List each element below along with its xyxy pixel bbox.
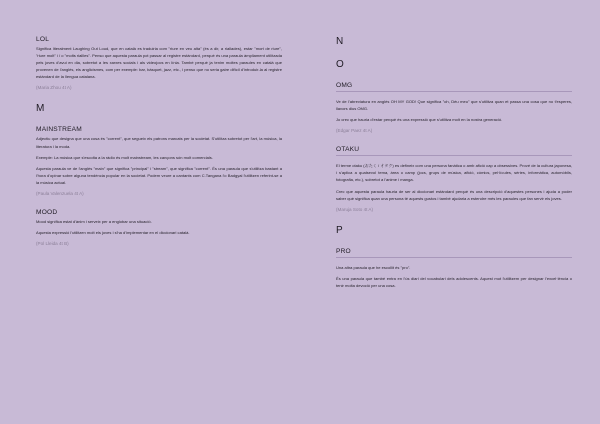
section-letter-m: M [36,103,45,115]
entry-term: LOL [36,36,50,43]
left-column [36,36,282,259]
divider [336,91,572,92]
entry-lol [36,36,282,90]
entry-mood [36,209,282,246]
section-letter-n: N [336,36,344,47]
section-letter-p: P [336,224,343,236]
entry-author: (Maruja Soto 4t A) [336,206,374,212]
entry-term: OTAKU [336,146,360,154]
entry-paragraph: Ve de l'abreviatura en anglès OH MY GOD! Que significa "oh, Déu meu" que s'utilitza quan et passa una cosa que no t'esperes, llavors dius OMG. [336,99,572,112]
entry-paragraph: Una altra paraula que he escollit és "pro". [336,264,411,270]
entry-paragraph: Exemple: La música que s'escolta a la ràdio és molt mainstream, les cançons són molt comercials. [36,154,213,160]
entry-term: MAINSTREAM [36,126,82,134]
entry-paragraph: Significa literalment Laughing Out Loud, que en català es traduiria com "riure en veu alta" (és a dir, a riallades), estar "mort de riure", "riure molt" i / o "molts riallles". Penso que aquesta paraula pot passar al registre estàndard, perquè és una paraula àmpliament utilitzada pels joves d'avui en dia, sobretot a les xarxes socials i als videojocs en línia. També perquè ja tenim moltes paraules en català que provenen de l'anglès, els anglicismes, com per exemple: bar, bàsquet, jazz, etc., i penso que no seria gaire difícil d'introduir-la al registre estàndard de la llengua catalana. [36,46,282,80]
divider [336,257,572,258]
entry-author: (Maria Zhou 4t A) [36,85,72,91]
right-column [336,36,572,293]
entry-paragraph: Crec que aquesta paraula hauria de ser al diccionari estàndard perquè és una descripció d'aquestes persones i ajuda a poder saber què significa quan una persona té aquests gustos i també ajudaria a estendre més les paraules que fan servir els joves. [336,188,572,201]
entry-paragraph: El terme otaku (おたく / オタク) es defineix com una persona fanàtica o amb afició cap a obsessives. Prové de la cultura japonesa, i s'aplica a qualsevol tema, àrea o camp (jocs, grups de música, afició, còmics, pel·lícules, sèries, informàtica, automòbils, fotografia, etc.), sobretot a l'anime i manga. [336,163,572,183]
entry-term: PRO [336,247,351,255]
entry-author: (Edgar Paez 4t A) [336,128,373,134]
entry-mainstream [36,126,282,196]
divider [336,155,572,156]
entry-omg [336,82,572,133]
entry-paragraph: Mood significa estat d'ànim i serveix per a englobar una situació. [36,219,152,225]
entry-paragraph: Jo crec que hauria d'estar perquè és una expressió que s'utilitza molt en la nostra generació. [336,117,503,123]
entry-paragraph: És una paraula que també entra en l'ús diari del vocabulari dels adolescents. Aquest mot l'utilitzem per designar l'excel·lència o tenir molta devoció per una cosa. [336,275,572,288]
entry-term: OMG [336,82,353,89]
entry-paragraph: Aquesta paraula ve de l'anglès "main" que significa "principal" i "stream", que significa "corrent". És una paraula que s'utilitza bastant a l'hora d'opinar sobre alguna tendència popular en la societat. Podem veure a cantants com C.Tangana i'o Badgyal l'utilitzen referint-se a la música actual. [36,165,282,185]
entry-term: MOOD [36,209,58,217]
entry-author: (Pol Lleida 4t B) [36,241,69,247]
entry-pro [336,248,572,289]
section-letter-o: O [336,59,344,70]
entry-author: (Paula Valenzuela 4t A) [36,191,84,197]
entry-paragraph: Adjectiu que designa que una cosa és "corrent", que segueix els patrons marcats per la societat. S'utilitza sobretot per l'art, la música, la literatura i la moda. [36,136,282,149]
entry-otaku [336,146,572,211]
entry-paragraph: Aquesta expressió l'utilitzen molt els joves i s'ha d'implementar en el diccionari català. [36,230,190,236]
